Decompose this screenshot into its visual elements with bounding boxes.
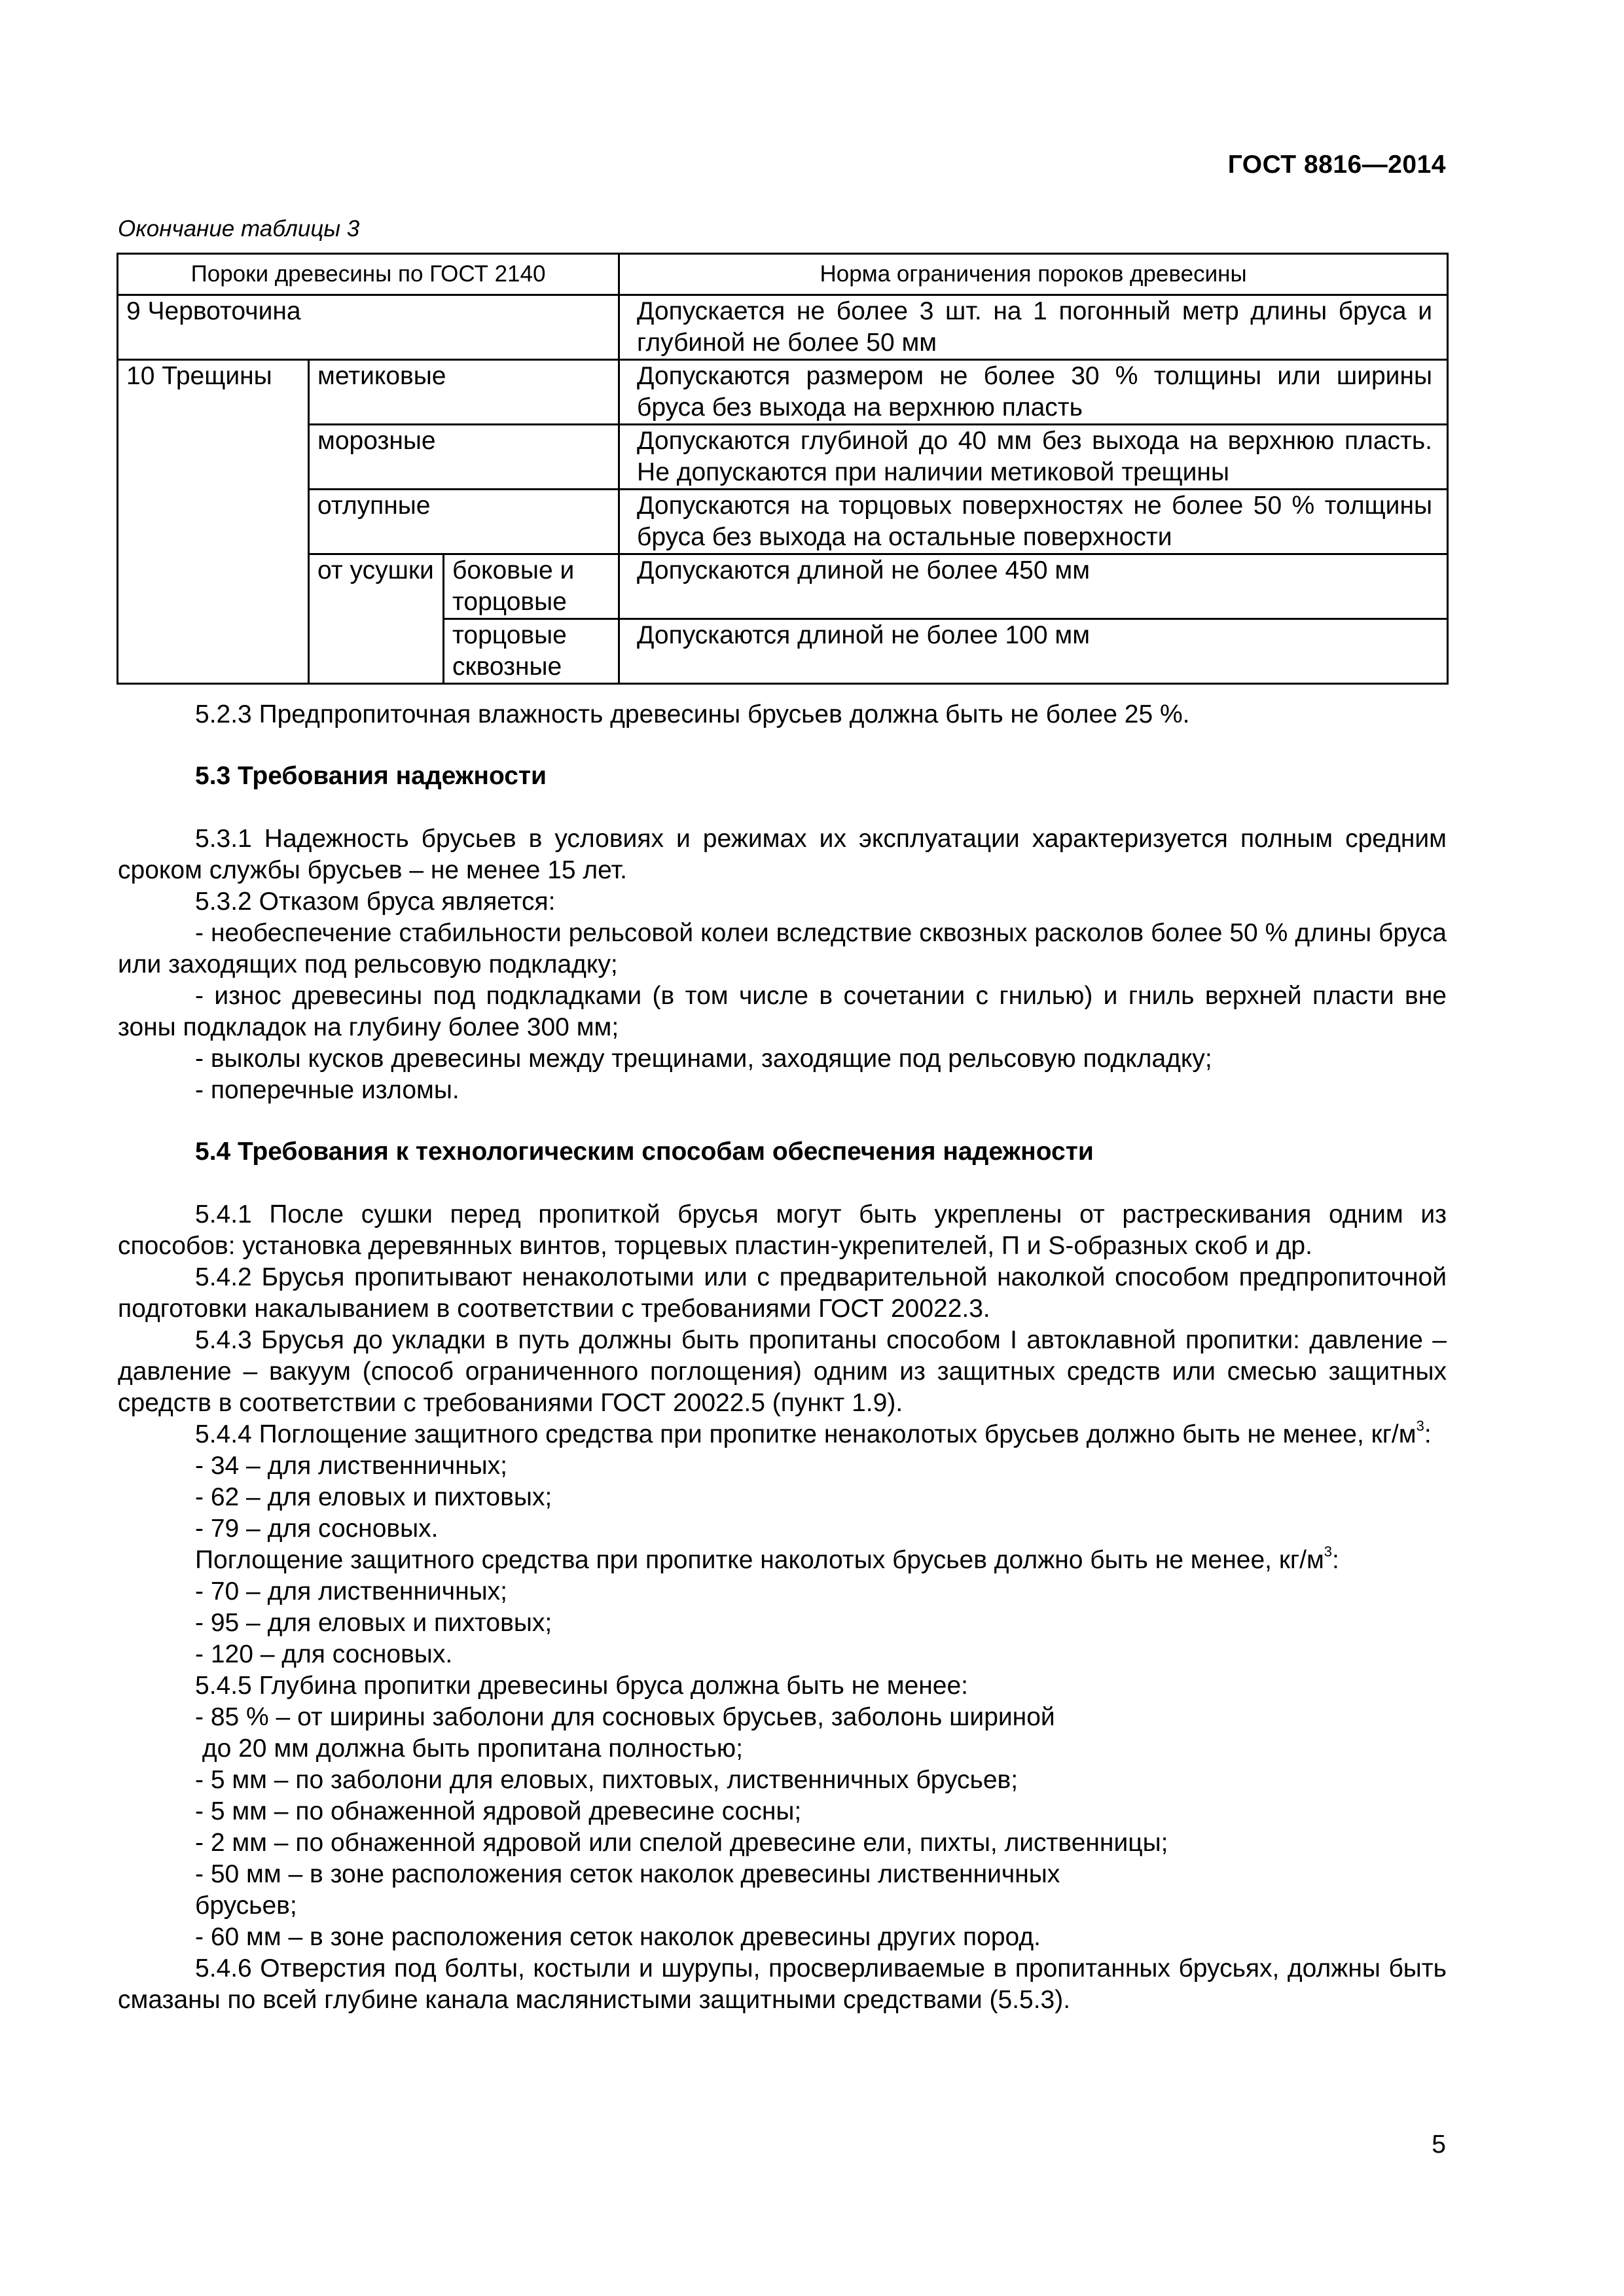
table-header-row bbox=[118, 254, 1448, 295]
list-item: - необеспечение стабильности рельсовой колеи вследствие сквозных расколов более 50 % длины бруса или заходящих под рельсовую подкладку; bbox=[118, 919, 1447, 978]
table-row bbox=[118, 554, 1448, 619]
paragraph-5-4-2: 5.4.2 Брусья пропитывают ненаколотыми или с предварительной наколкой способом предпропиточной подготовки накалыванием в соответствии с требованиями ГОСТ 20022.3. bbox=[118, 1263, 1447, 1323]
page-number: 5 bbox=[1432, 2130, 1446, 2159]
col-header-norm: Норма ограничения пороков древесины bbox=[619, 254, 1448, 295]
list-item: - поперечные изломы. bbox=[195, 1076, 460, 1104]
norm-through: Допускаются длиной не более 100 мм bbox=[619, 619, 1448, 684]
paragraph-5-3-2: 5.3.2 Отказом бруса является: bbox=[195, 888, 556, 916]
colon: : bbox=[1332, 1546, 1339, 1574]
norm-side-end: Допускаются длиной не более 450 мм bbox=[619, 554, 1448, 619]
paragraph-5-2-3: 5.2.3 Предпропиточная влажность древесины брусьев должна быть не более 25 %. bbox=[195, 700, 1190, 728]
crack-type-heart: метиковые bbox=[309, 360, 619, 425]
list-item: - 95 – для еловых и пихтовых; bbox=[195, 1609, 552, 1637]
list-item: - 34 – для лиственничных; bbox=[195, 1452, 507, 1480]
crack-type-frost: морозные bbox=[309, 425, 619, 490]
list-item: - 79 – для сосновых. bbox=[195, 1515, 439, 1543]
table-row bbox=[118, 360, 1448, 425]
paragraph-5-4-4-b-text: Поглощение защитного средства при пропитке наколотых брусьев должно быть не менее, кг/м bbox=[195, 1546, 1324, 1574]
colon: : bbox=[1424, 1420, 1432, 1448]
table-row bbox=[118, 425, 1448, 490]
norm-shake: Допускаются на торцовых поверхностях не более 50 % толщины бруса без выхода на остальные поверхности bbox=[619, 490, 1448, 554]
list-item: - износ древесины под подкладками (в том числе в сочетании с гнилью) и гниль верхней пласти вне зоны подкладок на глубину более 300 мм; bbox=[118, 982, 1447, 1041]
crack-type-shake: отлупные bbox=[309, 490, 619, 554]
list-item: - 5 мм – по заболони для еловых, пихтовых, лиственничных брусьев; bbox=[195, 1766, 1019, 1794]
paragraph-5-4-4-text: 5.4.4 Поглощение защитного средства при пропитке ненаколотых брусьев должно быть не менее, кг/м bbox=[195, 1420, 1416, 1448]
defect-worm: 9 Червоточина bbox=[118, 295, 619, 360]
list-item: - 2 мм – по обнаженной ядровой или спелой древесине ели, пихты, лиственницы; bbox=[195, 1829, 1168, 1857]
list-item: - 120 – для сосновых. bbox=[195, 1640, 453, 1668]
crack-subtype-side-end: боковые и торцовые bbox=[444, 554, 619, 619]
list-item: - 62 – для еловых и пихтовых; bbox=[195, 1483, 552, 1511]
paragraph-5-4-6: 5.4.6 Отверстия под болты, костыли и шурупы, просверливаемые в пропитанных брусьях, должны быть смазаны по всей глубине канала маслянистыми защитными средствами (5.5.3). bbox=[118, 1954, 1447, 2014]
norm-frost: Допускаются глубиной до 40 мм без выхода на верхнюю пласть. Не допускаются при наличии метиковой трещины bbox=[619, 425, 1448, 490]
table-row bbox=[118, 295, 1448, 360]
paragraph-5-4-4 bbox=[118, 1419, 1447, 1450]
paragraph-5-3-1: 5.3.1 Надежность брусьев в условиях и режимах их эксплуатации характеризуется полным средним сроком службы брусьев – не менее 15 лет. bbox=[118, 825, 1447, 884]
body-text bbox=[118, 699, 1447, 2016]
norm-worm: Допускается не более 3 шт. на 1 погонный метр длины бруса и глубиной не более 50 мм bbox=[619, 295, 1448, 360]
superscript-3: 3 bbox=[1416, 1418, 1424, 1434]
table-caption: Окончание таблицы 3 bbox=[118, 216, 360, 242]
norm-heart: Допускаются размером не более 30 % толщины или ширины бруса без выхода на верхнюю пласть bbox=[619, 360, 1448, 425]
list-item: - 70 – для лиственничных; bbox=[195, 1577, 507, 1605]
list-item-continuation: до 20 мм должна быть пропитана полностью; bbox=[195, 1734, 743, 1763]
list-item: - 85 % – от ширины заболони для сосновых брусьев, заболонь шириной bbox=[195, 1703, 1055, 1731]
paragraph-5-4-4-b bbox=[118, 1545, 1447, 1576]
defects-table bbox=[117, 253, 1449, 685]
heading-5-3: 5.3 Требования надежности bbox=[195, 762, 547, 790]
standard-number: ГОСТ 8816—2014 bbox=[1227, 151, 1446, 179]
col-header-defects: Пороки древесины по ГОСТ 2140 bbox=[118, 254, 619, 295]
paragraph-5-4-1: 5.4.1 После сушки перед пропиткой брусья могут быть укреплены от растрескивания одним из способов: установка деревянных винтов, торцевых пластин-укрепителей, П и S-образных скоб и др. bbox=[118, 1200, 1447, 1260]
list-item: - выколы кусков древесины между трещинами, заходящие под рельсовую подкладку; bbox=[195, 1045, 1212, 1073]
crack-subtype-through: торцовые сквозные bbox=[444, 619, 619, 684]
defect-cracks: 10 Трещины bbox=[118, 360, 309, 684]
table-row bbox=[118, 490, 1448, 554]
paragraph-5-4-5: 5.4.5 Глубина пропитки древесины бруса должна быть не менее: bbox=[195, 1672, 969, 1700]
paragraph-5-4-3: 5.4.3 Брусья до укладки в путь должны быть пропитаны способом I автоклавной пропитки: давление – давление – вакуум (способ ограниченного поглощения) одним из защитных средств или смесью защитных средств в соответствии с требованиями ГОСТ 20022.5 (пункт 1.9). bbox=[118, 1326, 1447, 1417]
list-item-continuation: брусьев; bbox=[195, 1892, 297, 1920]
heading-5-4: 5.4 Требования к технологическим способам обеспечения надежности bbox=[195, 1138, 1094, 1166]
list-item: - 60 мм – в зоне расположения сеток наколок древесины других пород. bbox=[195, 1923, 1041, 1951]
superscript-3: 3 bbox=[1324, 1543, 1333, 1560]
crack-type-drying: от усушки bbox=[309, 554, 444, 684]
list-item: - 5 мм – по обнаженной ядровой древесине сосны; bbox=[195, 1797, 802, 1825]
list-item: - 50 мм – в зоне расположения сеток наколок древесины лиственничных bbox=[195, 1860, 1060, 1888]
